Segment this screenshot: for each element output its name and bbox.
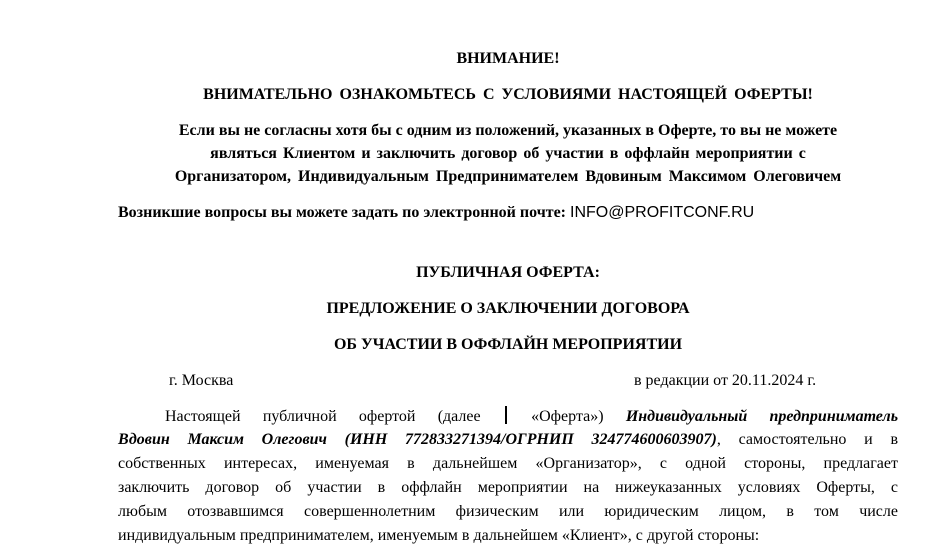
body-line-2-rest: , самостоятельно и в [716, 431, 898, 448]
offer-title-line-1: ПУБЛИЧНАЯ ОФЕРТА: [416, 264, 600, 281]
text-cursor [505, 406, 507, 424]
body-line-5: любым отозвавшимся совершеннолетним физическим или юридическим лицом, в том числе [118, 503, 898, 520]
body-entrepreneur: Индивидуальный предприниматель [625, 408, 899, 425]
warning-heading: ВНИМАТЕЛЬНО ОЗНАКОМЬТЕСЬ С УСЛОВИЯМИ НАСТОЯЩЕЙ ОФЕРТЫ! [203, 86, 813, 103]
body-line-4: заключить договор об участии в оффлайн мероприятии на нижеуказанных условиях Оферты, с [118, 479, 898, 496]
attention-heading: ВНИМАНИЕ! [456, 50, 560, 67]
body-line-6: индивидуальным предпринимателем, именуемым в дальнейшем «Клиент», с другой стороны: [118, 527, 760, 544]
body-organizer-name: Вдовин Максим Олегович (ИНН 772833271394/ОГРНИП 324774600603907) [118, 431, 717, 448]
body-line-3: собственных интересах, именуемая в дальнейшем «Организатор», с одной стороны, предлагает [118, 455, 898, 472]
contact-email[interactable]: INFO@PROFITCONF.RU [570, 204, 755, 221]
disagree-line-3: Организатором, Индивидуальным Предпринимателем Вдовиным Максимом Олеговичем [174, 168, 842, 185]
document-edition-date: в редакции от 20.11.2024 г. [634, 372, 817, 389]
questions-line [118, 203, 754, 223]
body-line-2 [118, 430, 898, 450]
disagree-line-1: Если вы не согласны хотя бы с одним из положений, указанных в Оферте, то вы не можете [178, 122, 838, 139]
document-city: г. Москва [169, 372, 234, 389]
body-line-1 [165, 406, 898, 427]
body-offer-term: «Оферта») [531, 408, 604, 425]
disagree-line-2: являться Клиентом и заключить договор об участии в оффлайн мероприятии с [210, 145, 806, 162]
body-intro: Настоящей публичной офертой (далее [165, 408, 481, 425]
offer-title-line-3: ОБ УЧАСТИИ В ОФФЛАЙН МЕРОПРИЯТИИ [333, 336, 683, 353]
questions-label: Возникшие вопросы вы можете задать по электронной почте: [118, 204, 566, 221]
offer-title-line-2: ПРЕДЛОЖЕНИЕ О ЗАКЛЮЧЕНИИ ДОГОВОРА [326, 300, 690, 317]
